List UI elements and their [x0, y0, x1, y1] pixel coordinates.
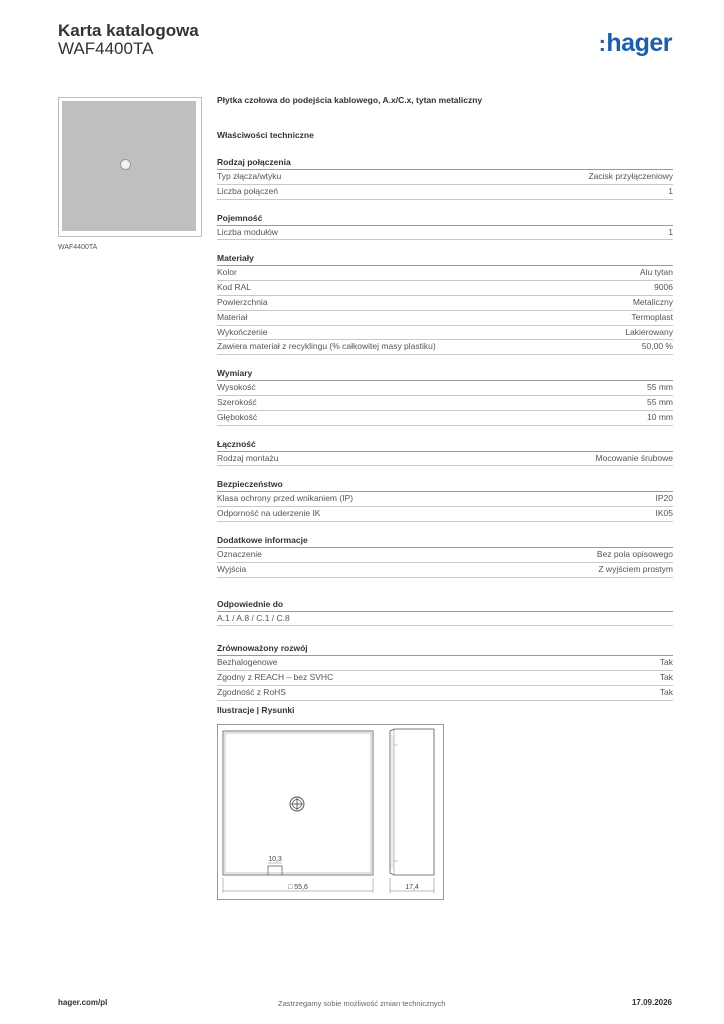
spec-label: Materiał — [217, 311, 248, 322]
suitable-for-value: A.1 / A.8 / C.1 / C.8 — [217, 612, 290, 623]
spec-label: Powierzchnia — [217, 296, 268, 307]
spec-value: Bez pola opisowego — [596, 548, 673, 559]
spec-content — [217, 95, 673, 714]
spec-value: IK05 — [655, 508, 673, 519]
spec-group-title: Bezpieczeństwo — [217, 479, 673, 492]
spec-value: IP20 — [655, 493, 673, 504]
spec-value: 1 — [668, 185, 673, 196]
spec-value: 50,00 % — [641, 341, 673, 352]
side-view-outline — [390, 729, 434, 875]
cable-hole — [120, 159, 131, 170]
spec-row — [217, 281, 673, 296]
footer-website[interactable]: hager.com/pl — [58, 998, 108, 1007]
spec-value: Tak — [659, 672, 673, 683]
spec-value: Metaliczny — [632, 296, 673, 307]
spec-group-title: Łączność — [217, 439, 673, 452]
spec-row — [217, 381, 673, 396]
spec-groups — [217, 157, 673, 578]
spec-group-title: Dodatkowe informacje — [217, 535, 673, 548]
spec-group — [217, 535, 673, 578]
spec-label: Zgodny z REACH – bez SVHC — [217, 672, 334, 683]
spec-value: 9006 — [654, 282, 673, 293]
dim-slot-label: 10,3 — [268, 856, 282, 863]
spec-group-title: Pojemność — [217, 213, 673, 226]
spec-row — [217, 452, 673, 467]
spec-value: 1 — [668, 226, 673, 237]
spec-value: Tak — [659, 657, 673, 668]
spec-label: Liczba połączeń — [217, 185, 278, 196]
spec-label: Bezhalogenowe — [217, 657, 278, 668]
spec-value: Mocowanie śrubowe — [595, 452, 673, 463]
sustainability-title: Zrównoważony rozwój — [217, 643, 673, 656]
spec-row — [217, 563, 673, 578]
front-view-outline — [223, 731, 373, 875]
spec-row — [217, 671, 673, 686]
footer-notice: Zastrzegamy sobie możliwość zmian technicznych — [278, 999, 446, 1008]
suitable-for-title: Odpowiednie do — [217, 599, 673, 612]
spec-group-title: Materiały — [217, 253, 673, 266]
spec-label: Wykończenie — [217, 326, 268, 337]
spec-label: Głębokość — [217, 411, 258, 422]
spec-value: Alu tytan — [639, 267, 673, 278]
spec-label: Oznaczenie — [217, 548, 262, 559]
spec-label: Typ złącza/wtyku — [217, 171, 282, 181]
spec-group — [217, 157, 673, 200]
spec-label: Kolor — [217, 267, 237, 278]
spec-row — [217, 266, 673, 281]
spec-row — [217, 656, 673, 671]
spec-value: 10 mm — [647, 411, 673, 422]
spec-group — [217, 213, 673, 241]
spec-group-title: Rodzaj połączenia — [217, 157, 673, 170]
document-title: Karta katalogowa — [58, 21, 199, 40]
spec-label: Klasa ochrony przed wnikaniem (IP) — [217, 493, 354, 504]
spec-value: 55 mm — [647, 382, 673, 393]
spec-label: Kod RAL — [217, 282, 252, 293]
spec-value: Termoplast — [631, 311, 673, 322]
spec-row — [217, 396, 673, 411]
spec-value: Z wyjściem prostym — [598, 563, 673, 574]
tech-properties-title: Właściwości techniczne — [217, 130, 314, 140]
hager-logo: :hager — [598, 29, 672, 57]
suitable-for-row — [217, 612, 673, 627]
product-image-caption: WAF4400TA — [58, 244, 98, 251]
spec-label: Zgodność z RoHS — [217, 686, 286, 697]
product-description: Płytka czołowa do podejścia kablowego, A.x/C.x, tytan metaliczny — [217, 95, 483, 105]
spec-label: Szerokość — [217, 396, 257, 407]
spec-value: Tak — [659, 686, 673, 697]
sustainability-section — [217, 643, 673, 700]
spec-label: Wyjścia — [217, 563, 247, 574]
spec-row — [217, 340, 673, 355]
spec-row — [217, 226, 673, 241]
spec-group-title: Wymiary — [217, 368, 673, 381]
spec-group — [217, 253, 673, 355]
spec-row — [217, 548, 673, 563]
suitable-for-section — [217, 599, 673, 627]
technical-drawing — [217, 724, 444, 900]
spec-group — [217, 479, 673, 522]
illustrations-title: Ilustracje | Rysunki — [217, 705, 295, 715]
footer-date: 17.09.2026 — [631, 998, 672, 1007]
spec-row — [217, 185, 673, 200]
spec-group — [217, 439, 673, 467]
dim-depth-label: 17,4 — [405, 884, 419, 891]
spec-row — [217, 507, 673, 522]
spec-value: 55 mm — [647, 396, 673, 407]
spec-label: Zawiera materiał z recyklingu (% całkowitej masy plastiku) — [217, 341, 436, 352]
cable-slot — [268, 866, 282, 875]
spec-row — [217, 296, 673, 311]
spec-row — [217, 686, 673, 701]
spec-group — [217, 368, 673, 425]
spec-label: Odporność na uderzenie IK — [217, 508, 321, 519]
dim-width-label: □ 55,6 — [288, 884, 308, 891]
spec-label: Rodzaj montażu — [217, 452, 279, 463]
spec-label: Wysokość — [217, 382, 256, 393]
spec-row — [217, 326, 673, 341]
spec-row — [217, 411, 673, 426]
product-code: WAF4400TA — [58, 39, 154, 58]
spec-value: Lakierowany — [625, 326, 673, 337]
product-image — [58, 97, 202, 237]
spec-row — [217, 492, 673, 507]
spec-row — [217, 170, 673, 185]
spec-label: Liczba modułów — [217, 226, 278, 237]
spec-value: Zacisk przyłączeniowy — [588, 171, 673, 181]
spec-row — [217, 311, 673, 326]
